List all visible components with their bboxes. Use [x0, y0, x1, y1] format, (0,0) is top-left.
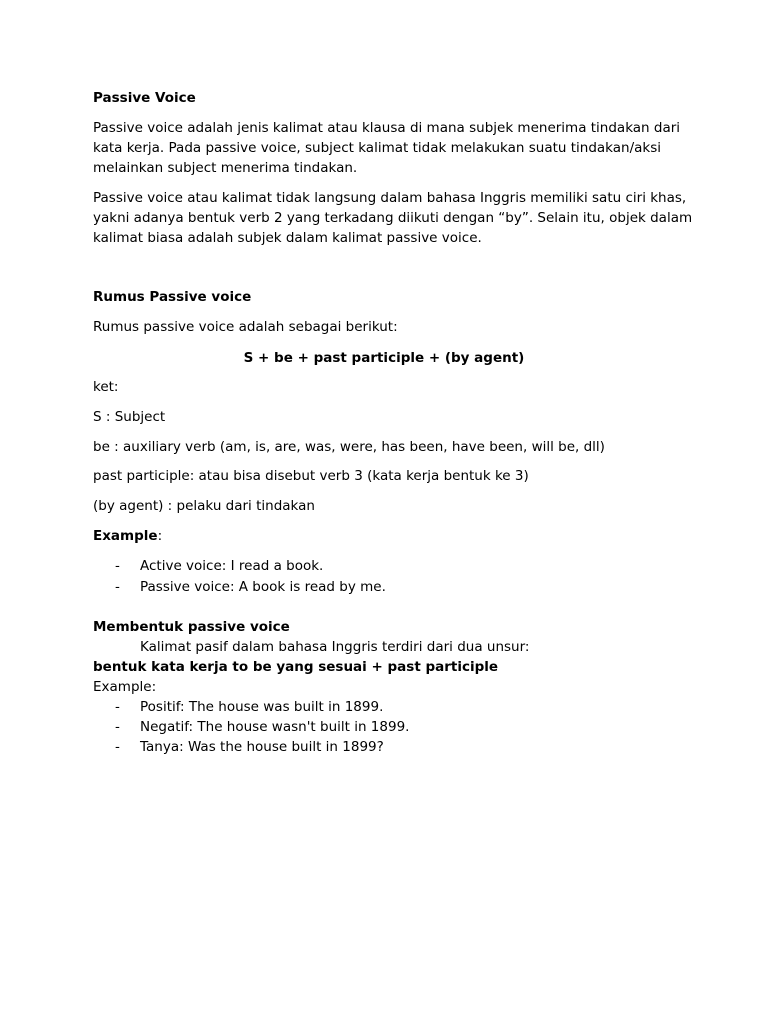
example-heading — [93, 527, 162, 545]
bullet-dash: - — [115, 739, 120, 755]
example-item: Active voice: I read a book. — [140, 558, 324, 574]
example-colon: : — [157, 528, 163, 544]
bullet-dash: - — [115, 579, 120, 595]
paragraph-line: Passive voice adalah jenis kalimat atau klausa di mana subjek menerima tindakan dari — [93, 120, 681, 136]
membentuk-rule: bentuk kata kerja to be yang sesuai + past participle — [93, 659, 499, 675]
ket-label: ket: — [93, 379, 119, 395]
ket-item: S : Subject — [93, 409, 166, 425]
paragraph-line: Passive voice atau kalimat tidak langsung dalam bahasa Inggris memiliki satu ciri khas, — [93, 190, 687, 206]
paragraph-line: yakni adanya bentuk verb 2 yang terkadang diikuti dengan “by”. Selain itu, objek dalam — [93, 210, 693, 226]
paragraph-line: melainkan subject menerima tindakan. — [93, 160, 358, 176]
example-item: Negatif: The house wasn't built in 1899. — [140, 719, 410, 735]
heading-membentuk-passive-voice: Membentuk passive voice — [93, 619, 290, 635]
heading-rumus-passive-voice: Rumus Passive voice — [93, 289, 252, 305]
bullet-dash: - — [115, 719, 120, 735]
ket-item: past participle: atau bisa disebut verb 3 (kata kerja bentuk ke 3) — [93, 468, 529, 484]
example-item: Tanya: Was the house built in 1899? — [140, 739, 384, 755]
bullet-dash: - — [115, 699, 120, 715]
formula: S + be + past participle + (by agent) — [243, 350, 525, 366]
example-item: Positif: The house was built in 1899. — [140, 699, 384, 715]
paragraph-line: kalimat biasa adalah subjek dalam kalimat passive voice. — [93, 230, 482, 246]
example-label: Example — [93, 528, 158, 544]
rumus-intro: Rumus passive voice adalah sebagai berikut: — [93, 319, 398, 335]
example-item: Passive voice: A book is read by me. — [140, 579, 386, 595]
ket-item: be : auxiliary verb (am, is, are, was, were, has been, have been, will be, dll) — [93, 439, 605, 455]
ket-item: (by agent) : pelaku dari tindakan — [93, 498, 315, 514]
bullet-dash: - — [115, 558, 120, 574]
membentuk-example-label: Example: — [93, 679, 157, 695]
heading-passive-voice: Passive Voice — [93, 90, 196, 106]
membentuk-intro: Kalimat pasif dalam bahasa Inggris terdiri dari dua unsur: — [140, 639, 530, 655]
paragraph-line: kata kerja. Pada passive voice, subject kalimat tidak melakukan suatu tindakan/aksi — [93, 140, 662, 156]
